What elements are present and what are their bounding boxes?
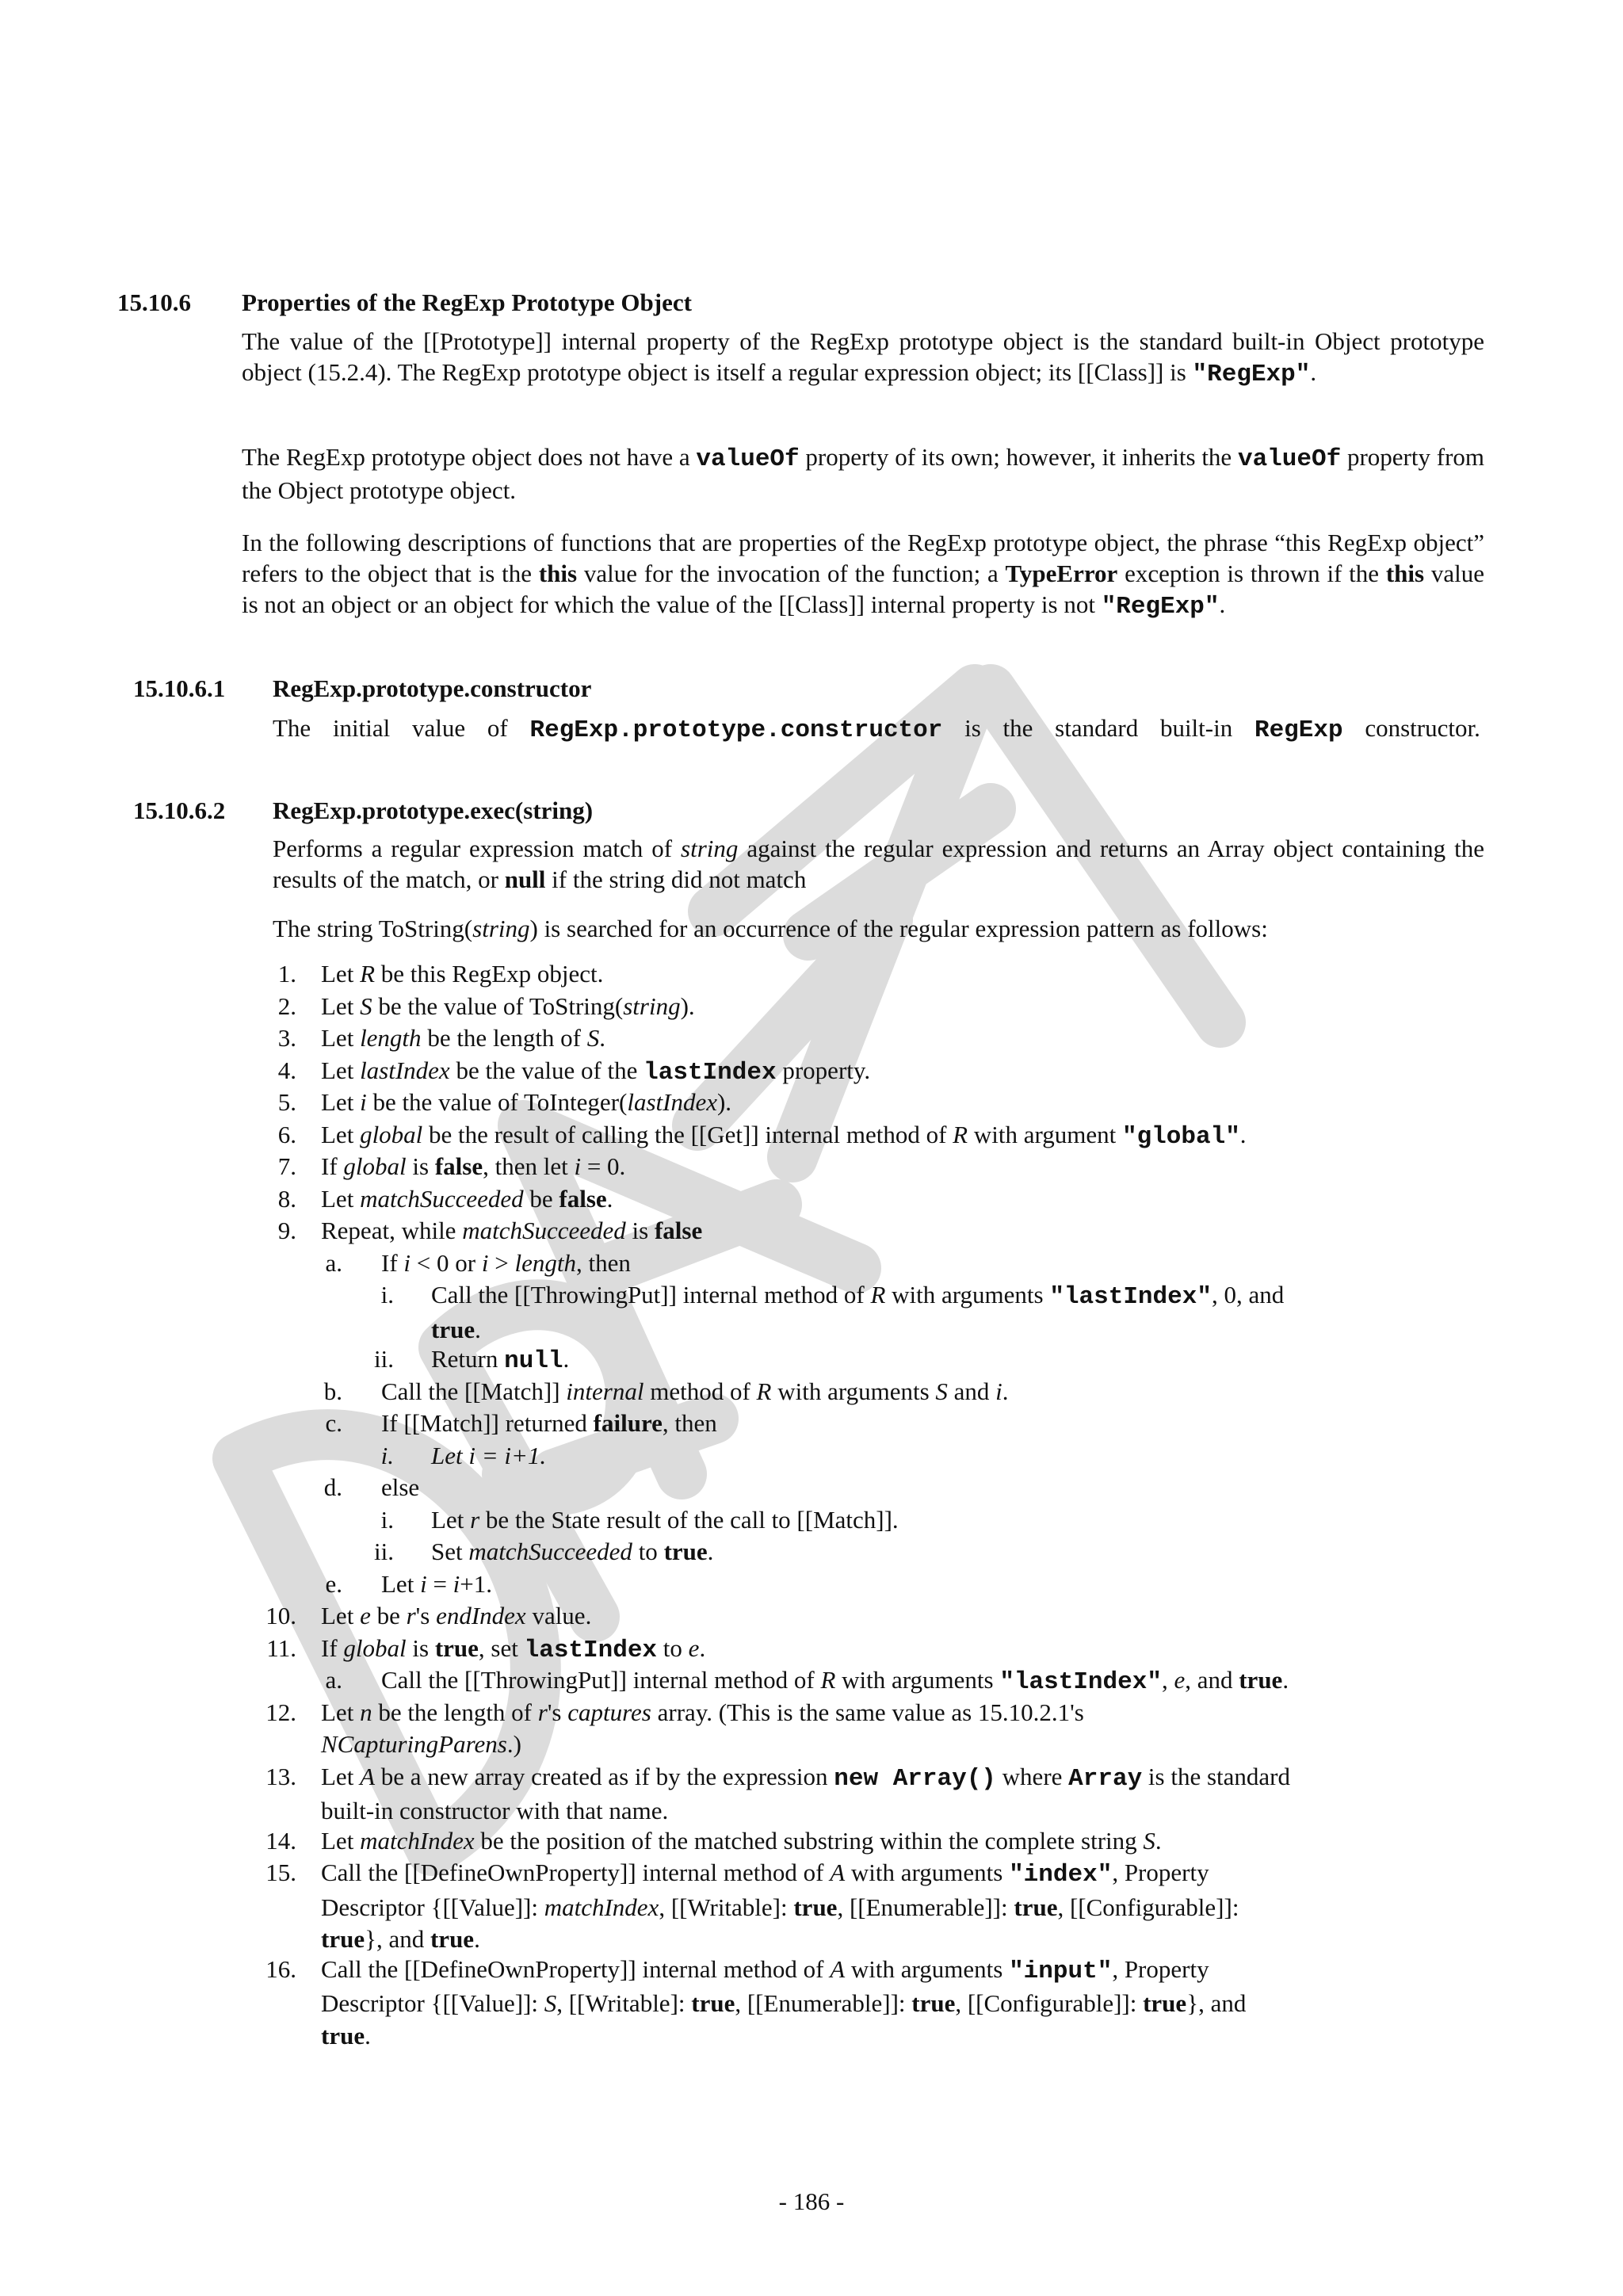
subsection-heading-1 (0, 673, 1623, 705)
step-text: Call the [[ThrowingPut]] internal method of R with arguments "lastIndex", e, and true. (381, 1666, 1289, 1696)
step-text: Return null. (431, 1345, 570, 1375)
step-label: 6. (277, 1120, 296, 1148)
subsection-title-2: RegExp.prototype.exec(string) (273, 797, 594, 824)
section-title: Properties of the RegExp Prototype Object (242, 288, 692, 316)
step-text: Let r be the State result of the call to [[Match]]. (431, 1505, 899, 1534)
step-label: 15. (265, 1859, 296, 1886)
step-label: i. (380, 1281, 394, 1308)
step-label: 3. (277, 1024, 296, 1052)
subsection-number-1: 15.10.6.1 (133, 674, 226, 702)
step-text: If global is false, then let i = 0. (321, 1152, 626, 1180)
step-label: 5. (277, 1088, 296, 1116)
step-label: 7. (277, 1152, 296, 1180)
step-text: Let global be the result of calling the [[Get]] internal method of R with argument "global". (321, 1120, 1247, 1151)
step-label: 1. (277, 960, 296, 988)
step-label: 13. (265, 1762, 296, 1790)
step-text: Let i = i+1. (381, 1569, 493, 1598)
step-text: Let length be the length of S. (321, 1024, 606, 1052)
step-label: ii. (374, 1345, 394, 1373)
step-label: ii. (374, 1538, 394, 1565)
step-label: c. (325, 1409, 342, 1437)
step-text: If i < 0 or i > length, then (381, 1248, 631, 1277)
step-text: Let A be a new array created as if by the expression new Array() where Array is the standard built-in constructor with that name. (321, 1762, 1290, 1824)
step-label: 12. (265, 1698, 296, 1726)
step-label: a. (325, 1248, 342, 1277)
step-label: i. (380, 1505, 394, 1534)
step-text: Let S be the value of ToString(string). (321, 991, 695, 1020)
step-label: b. (323, 1377, 342, 1405)
section-paragraph-1: The value of the [[Prototype]] internal property of the RegExp prototype object is the standard built-in Object prototype object (15.2.4). The RegExp prototype object is itself a regular expression object; its [[Class]] is "RegExp". (242, 327, 1484, 388)
step-label: a. (325, 1666, 342, 1694)
step-text: Let i = i+1. (431, 1441, 547, 1469)
section-paragraph-2: The RegExp prototype object does not have a valueOf property of its own; however, it inherits the valueOf property from the Object prototype object. (242, 443, 1485, 504)
step-text: else (381, 1473, 420, 1501)
step-label: 10. (265, 1602, 296, 1629)
step-label: 9. (277, 1217, 296, 1244)
step-text: If global is true, set lastIndex to e. (321, 1633, 706, 1664)
step-label: 2. (277, 991, 296, 1020)
step-label: d. (323, 1473, 342, 1501)
subsection-title-1: RegExp.prototype.constructor (273, 674, 592, 702)
subsection-2-paragraph-2: The string ToString(string) is searched for an occurrence of the regular expression pattern as follows: (273, 915, 1268, 942)
step-text: Set matchSucceeded to true. (431, 1538, 714, 1565)
step-text: Let i be the value of ToInteger(lastIndex). (321, 1088, 732, 1116)
step-text: Let n be the length of r's captures array. (This is the same value as 15.10.2.1's NCapturingParens.) (321, 1698, 1084, 1758)
step-label: 11. (266, 1633, 296, 1662)
page-number: - 186 - (778, 2187, 845, 2215)
step-text: Let lastIndex be the value of the lastIndex property. (321, 1056, 871, 1087)
step-text: Repeat, while matchSucceeded is false (321, 1217, 703, 1244)
step-text: Call the [[DefineOwnProperty]] internal method of A with arguments "input", Property Descriptor {[[Value]]: S, [[Writable]: true, [[Enumerable]]: true, [[Configurable]]: true}, and true. (321, 1954, 1247, 2050)
step-text: Let e be r's endIndex value. (321, 1602, 592, 1629)
subsection-number-2: 15.10.6.2 (133, 797, 226, 824)
step-label: i. (380, 1441, 394, 1469)
step-label: 4. (277, 1056, 296, 1084)
subsection-heading-2 (0, 795, 1623, 827)
step-text: Let matchIndex be the position of the matched substring within the complete string S. (321, 1826, 1162, 1855)
step-label: 16. (265, 1954, 296, 1983)
step-text: If [[Match]] returned failure, then (381, 1409, 717, 1437)
step-label: 14. (265, 1826, 296, 1855)
step-text: Call the [[Match]] internal method of R with arguments S and i. (381, 1377, 1009, 1405)
subsection-1-paragraph: The initial value of RegExp.prototype.constructor is the standard built-in RegExp constructor. (273, 714, 1480, 744)
step-text: Let matchSucceeded be false. (321, 1184, 613, 1213)
step-label: e. (325, 1569, 342, 1598)
subsection-2-paragraph-1: Performs a regular expression match of string against the regular expression and returns an Array object containing the results of the match, or null if the string did not match (273, 835, 1484, 893)
step-text: Call the [[DefineOwnProperty]] internal method of A with arguments "index", Property Descriptor {[[Value]]: matchIndex, [[Writable]: true, [[Enumerable]]: true, [[Configurable]]: true}, and true. (321, 1859, 1239, 1953)
step-text: Call the [[ThrowingPut]] internal method of R with arguments "lastIndex", 0, and true. (431, 1281, 1285, 1343)
step-label: 8. (277, 1184, 296, 1213)
section-number: 15.10.6 (117, 288, 191, 316)
section-heading (0, 287, 1623, 319)
section-paragraph-3: In the following descriptions of functions that are properties of the RegExp prototype object, the phrase “this RegExp object” refers to the object that is the this value for the invocation of the function; a TypeError exception is thrown if the this value is not an object or an object for which the value of the [[Class]] internal property is not "RegExp". (242, 529, 1484, 621)
step-text: Let R be this RegExp object. (321, 960, 604, 988)
